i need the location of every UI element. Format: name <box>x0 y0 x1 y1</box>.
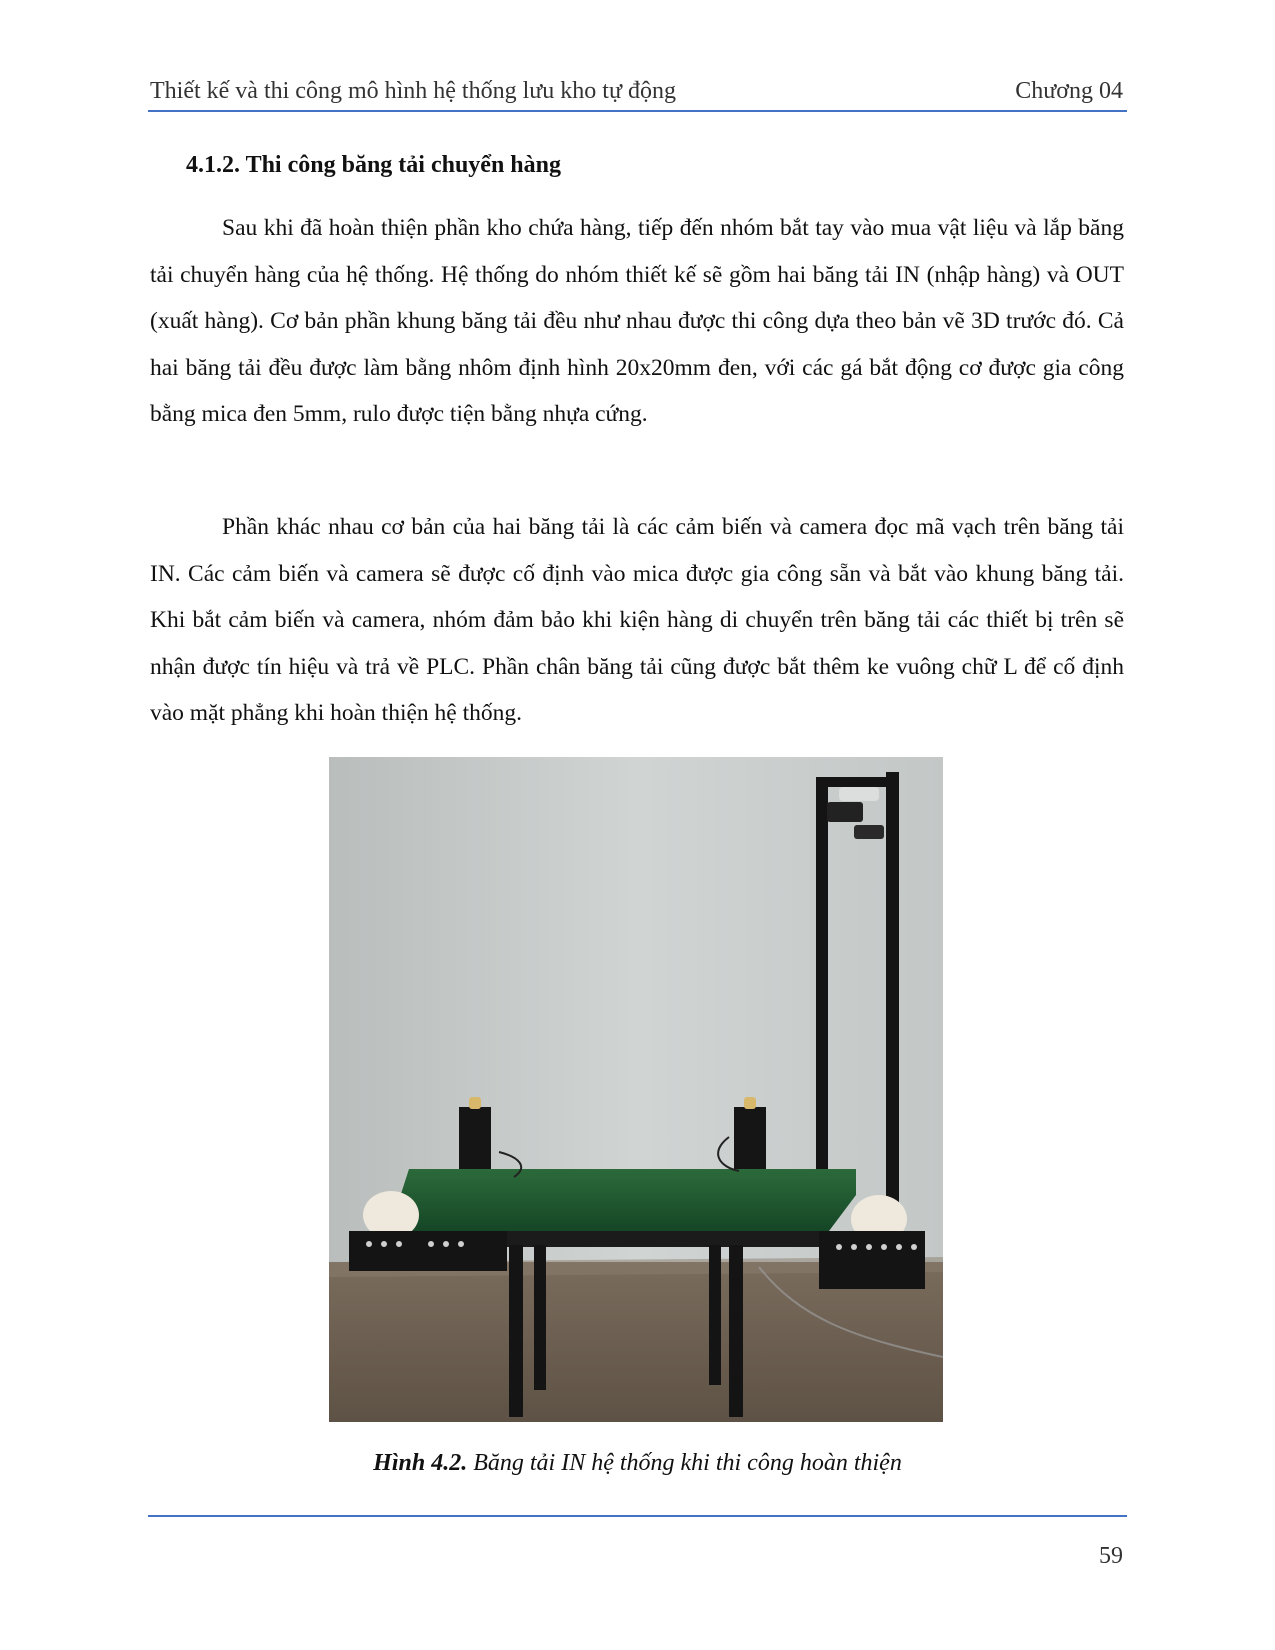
conveyor-photo <box>329 757 943 1422</box>
section-heading: 4.1.2. Thi công băng tải chuyển hàng <box>186 152 561 178</box>
leg-4 <box>709 1245 721 1385</box>
end-plate-right <box>819 1231 925 1289</box>
mast-right <box>886 772 899 1252</box>
figure-label: Hình 4.2. <box>373 1450 468 1476</box>
figure-caption <box>0 1450 1275 1477</box>
figure-caption-text: Băng tải IN hệ thống khi thi công hoàn thiện <box>467 1450 902 1476</box>
paragraph-1: Sau khi đã hoàn thiện phần kho chứa hàng, tiếp đến nhóm bắt tay vào mua vật liệu và lắp băng tải chuyển hàng của hệ thống. Hệ thống do nhóm thiết kế sẽ gồm hai băng tải IN (nhập hàng) và OUT (xuất hàng). Cơ bản phần khung băng tải đều như nhau được thi công dựa theo bản vẽ 3D trước đó. Cả hai băng tải đều được làm bằng nhôm định hình 20x20mm đen, với các gá bắt động cơ được gia công bằng mica đen 5mm, rulo được tiện bằng nhựa cứng. <box>150 215 1124 427</box>
leg-3 <box>729 1245 743 1417</box>
page-header <box>148 74 1127 110</box>
paragraph-2: Phần khác nhau cơ bản của hai băng tải là các cảm biến và camera đọc mã vạch trên băng tải IN. Các cảm biến và camera sẽ được cố định vào mica được gia công sẵn và bắt vào khung băng tải. Khi bắt cảm biến và camera, nhóm đảm bảo khi kiện hàng di chuyển trên băng tải các thiết bị trên sẽ nhận được tín hiệu và trả về PLC. Phần chân băng tải cũng được bắt thêm ke vuông chữ L để cố định vào mặt phẳng khi hoàn thiện hệ thống. <box>150 514 1124 726</box>
footer-rule <box>148 1515 1127 1517</box>
header-title: Thiết kế và thi công mô hình hệ thống lưu kho tự động <box>150 78 676 104</box>
belt <box>389 1169 856 1231</box>
leg-1 <box>509 1245 523 1417</box>
header-rule <box>148 110 1127 112</box>
camera <box>827 802 863 822</box>
end-plate-left <box>349 1231 507 1271</box>
mast-left <box>816 777 828 1197</box>
leg-2 <box>534 1245 546 1390</box>
header-chapter: Chương 04 <box>1015 78 1123 104</box>
page-number: 59 <box>1099 1543 1123 1569</box>
